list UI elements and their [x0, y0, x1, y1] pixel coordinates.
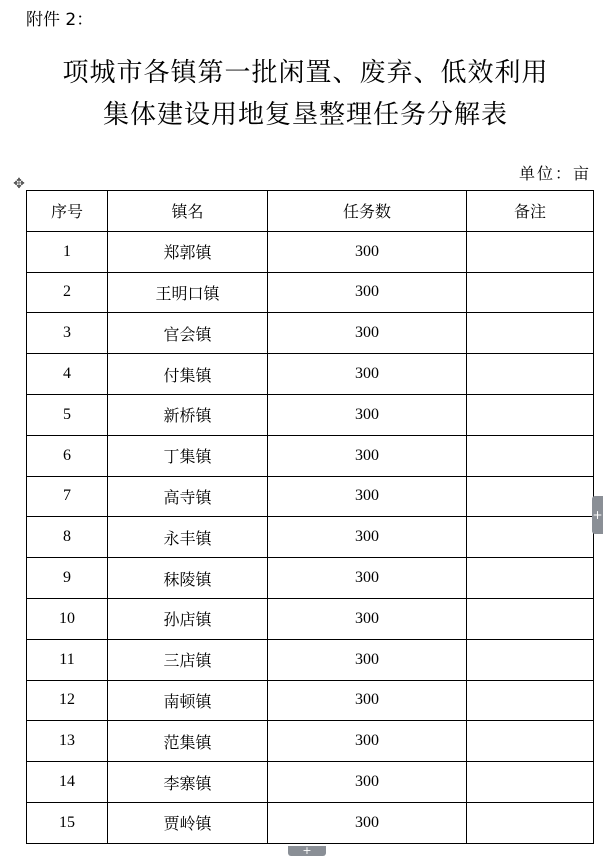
cell-task-count: 300 — [268, 680, 467, 721]
cell-remark — [467, 231, 594, 272]
cell-task-count: 300 — [268, 598, 467, 639]
table-header-row — [27, 191, 594, 232]
table-row — [27, 680, 594, 721]
cell-remark — [467, 394, 594, 435]
plus-icon[interactable]: + — [288, 846, 326, 856]
table-row — [27, 476, 594, 517]
cell-serial-no: 9 — [27, 558, 108, 599]
attachment-label: 附件 2： — [26, 10, 94, 30]
cell-remark — [467, 435, 594, 476]
cell-remark — [467, 802, 594, 843]
cell-town-name: 三店镇 — [108, 639, 268, 680]
cell-town-name: 永丰镇 — [108, 517, 268, 558]
cell-serial-no: 1 — [27, 231, 108, 272]
cell-task-count: 300 — [268, 272, 467, 313]
cell-serial-no: 3 — [27, 313, 108, 354]
cell-serial-no: 14 — [27, 762, 108, 803]
cell-remark — [467, 517, 594, 558]
cell-remark — [467, 272, 594, 313]
table-row — [27, 802, 594, 843]
cell-remark — [467, 476, 594, 517]
cell-town-name: 孙店镇 — [108, 598, 268, 639]
cell-serial-no: 10 — [27, 598, 108, 639]
cell-remark — [467, 354, 594, 395]
cell-remark — [467, 721, 594, 762]
header-task-count: 任务数 — [268, 191, 467, 232]
cell-town-name: 南顿镇 — [108, 680, 268, 721]
cell-serial-no: 11 — [27, 639, 108, 680]
header-town-name: 镇名 — [108, 191, 268, 232]
cell-town-name: 贾岭镇 — [108, 802, 268, 843]
cell-serial-no: 12 — [27, 680, 108, 721]
cell-serial-no: 6 — [27, 435, 108, 476]
cell-serial-no: 13 — [27, 721, 108, 762]
table-row — [27, 272, 594, 313]
cell-remark — [467, 313, 594, 354]
cell-remark — [467, 680, 594, 721]
table-row — [27, 354, 594, 395]
cell-remark — [467, 558, 594, 599]
cell-task-count: 300 — [268, 558, 467, 599]
cell-town-name: 新桥镇 — [108, 394, 268, 435]
cell-task-count: 300 — [268, 435, 467, 476]
cell-task-count: 300 — [268, 762, 467, 803]
cell-town-name: 范集镇 — [108, 721, 268, 762]
table-row — [27, 231, 594, 272]
task-table — [26, 190, 594, 844]
cell-remark — [467, 762, 594, 803]
cell-task-count: 300 — [268, 231, 467, 272]
cell-town-name: 丁集镇 — [108, 435, 268, 476]
move-icon[interactable]: ✥ — [13, 176, 25, 192]
cell-task-count: 300 — [268, 721, 467, 762]
unit-label: 单位：亩 — [518, 164, 591, 183]
cell-task-count: 300 — [268, 313, 467, 354]
cell-serial-no: 8 — [27, 517, 108, 558]
cell-town-name: 王明口镇 — [108, 272, 268, 313]
cell-town-name: 李寨镇 — [108, 762, 268, 803]
table-row — [27, 313, 594, 354]
table-row — [27, 435, 594, 476]
table-row — [27, 394, 594, 435]
cell-serial-no: 4 — [27, 354, 108, 395]
cell-task-count: 300 — [268, 476, 467, 517]
cell-serial-no: 2 — [27, 272, 108, 313]
plus-icon[interactable]: + — [592, 496, 603, 534]
cell-serial-no: 5 — [27, 394, 108, 435]
document-title-line-1: 项城市各镇第一批闲置、废弃、低效利用 — [62, 58, 549, 88]
table-row — [27, 558, 594, 599]
table-row — [27, 598, 594, 639]
table-row — [27, 762, 594, 803]
cell-town-name: 付集镇 — [108, 354, 268, 395]
header-remark: 备注 — [467, 191, 594, 232]
cell-town-name: 郑郭镇 — [108, 231, 268, 272]
document-title-line-2: 集体建设用地复垦整理任务分解表 — [102, 100, 508, 130]
cell-remark — [467, 639, 594, 680]
cell-task-count: 300 — [268, 354, 467, 395]
table-row — [27, 639, 594, 680]
cell-task-count: 300 — [268, 639, 467, 680]
cell-task-count: 300 — [268, 802, 467, 843]
header-serial-no: 序号 — [27, 191, 108, 232]
cell-serial-no: 15 — [27, 802, 108, 843]
table-row — [27, 517, 594, 558]
table-row — [27, 721, 594, 762]
cell-remark — [467, 598, 594, 639]
cell-task-count: 300 — [268, 517, 467, 558]
cell-task-count: 300 — [268, 394, 467, 435]
cell-town-name: 高寺镇 — [108, 476, 268, 517]
cell-serial-no: 7 — [27, 476, 108, 517]
cell-town-name: 秣陵镇 — [108, 558, 268, 599]
cell-town-name: 官会镇 — [108, 313, 268, 354]
